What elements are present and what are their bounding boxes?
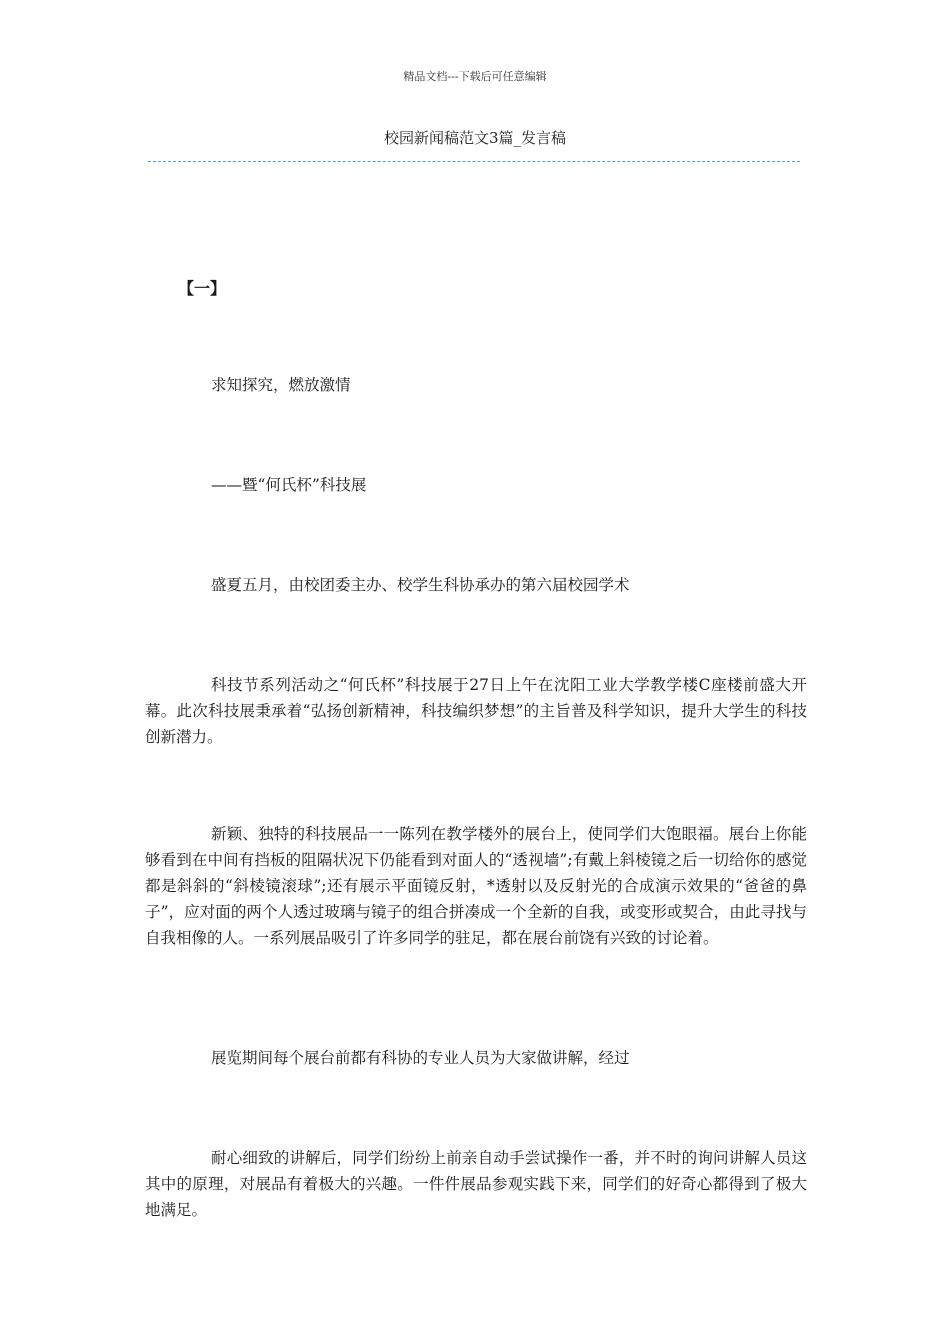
- paragraph-2: 科技节系列活动之“何氏杯”科技展于27日上午在沈阳工业大学教学楼C座楼前盛大开幕。此次科技展秉承着“弘扬创新精神，科技编织梦想”的主旨普及科学知识，提升大学生的科技创新潜力。: [145, 676, 807, 746]
- document-title: 校园新闻稿范文3篇_发言稿: [383, 129, 567, 147]
- paragraph-5: 耐心细致的讲解后，同学们纷纷上前亲自动手尝试操作一番，并不时的询问讲解人员这其中的原理，对展品有着极大的兴趣。一件件展品参观实践下来，同学们的好奇心都得到了极大地满足。: [145, 1149, 807, 1219]
- paragraph-4: 展览期间每个展台前都有科协的专业人员为大家做讲解，经过: [211, 1049, 630, 1067]
- title-divider: [148, 161, 800, 162]
- section-marker: 【一】: [178, 279, 227, 298]
- article-subheadline: ——暨“何氏杯”科技展: [211, 476, 367, 494]
- article-headline: 求知探究，燃放激情: [211, 376, 351, 394]
- paragraph-3: 新颖、独特的科技展品一一陈列在教学楼外的展台上，使同学们大饱眼福。展台上你能够看到在中间有挡板的阻隔状况下仍能看到对面人的“透视墙”;有戴上斜棱镜之后一切给你的感觉都是斜斜的“斜棱镜滚球”;还有展示平面镜反射，*透射以及反射光的合成演示效果的“爸爸的鼻子”，应对面的两个人透过玻璃与镜子的组合拼凑成一个全新的自我，或变形或契合，由此寻找与自我相像的人。一系列展品吸引了许多同学的驻足，都在展台前饶有兴致的讨论着。: [145, 825, 807, 947]
- paragraph-1: 盛夏五月，由校团委主办、校学生科协承办的第六届校园学术: [211, 576, 630, 594]
- header-note: 精品文档---下载后可任意编辑: [403, 70, 547, 83]
